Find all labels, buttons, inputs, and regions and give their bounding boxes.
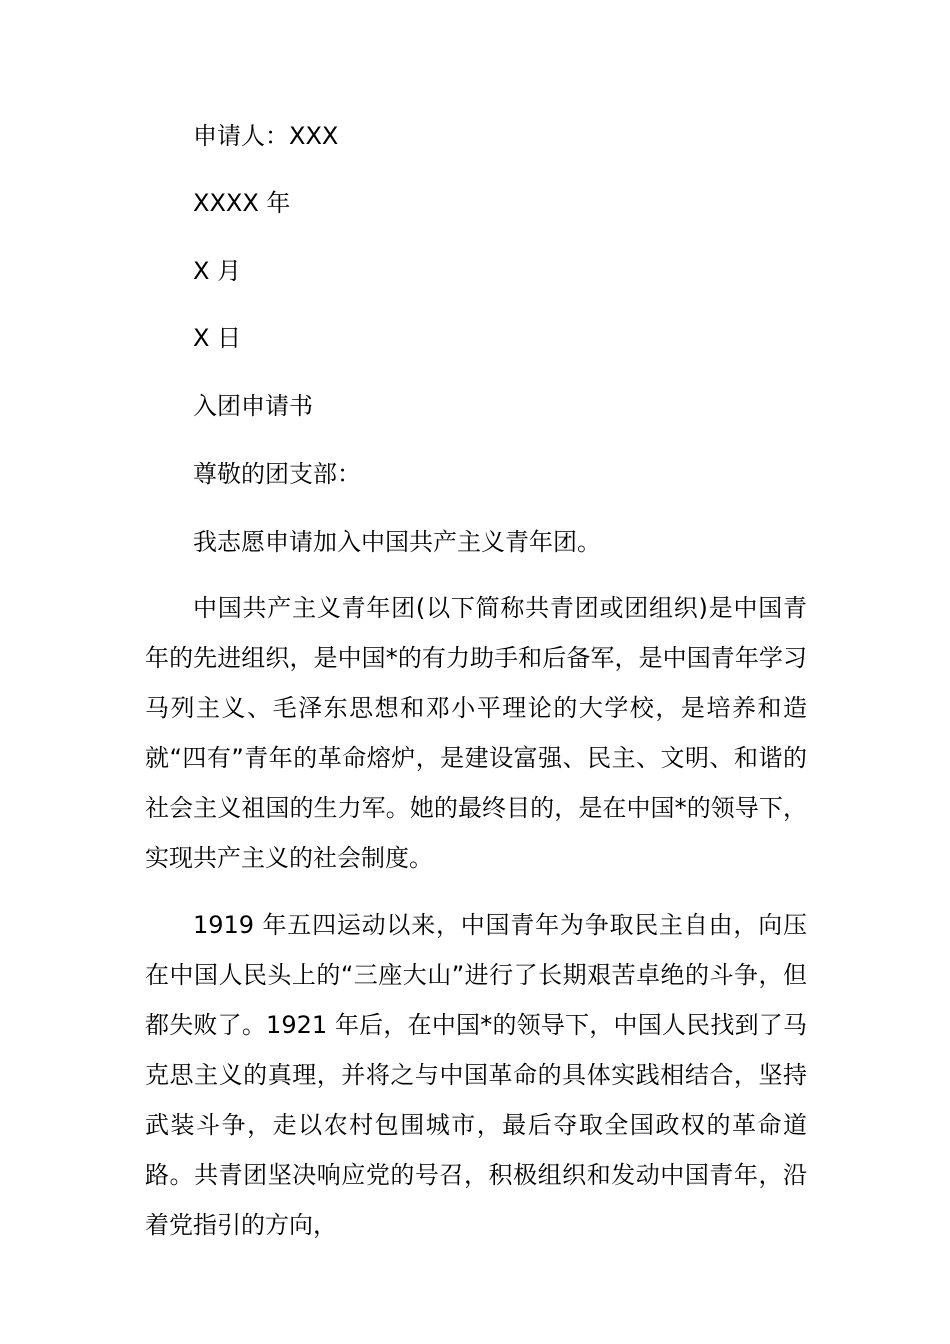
date-year-line: XXXX 年: [193, 189, 291, 217]
document-title: 入团申请书: [193, 392, 313, 420]
date-day-line: X 日: [193, 324, 242, 352]
date-month-line: X 月: [193, 257, 242, 285]
body-paragraph-1: 中国共产主义青年团(以下简称共青团或团组织)是中国青年的先进组织，是中国*的有力助手和后备军，是中国青年学习马列主义、毛泽东思想和邓小平理论的大学校，是培养和造就“四有”青年的革命熔炉，是建设富强、民主、文明、和谐的社会主义祖国的生力军。她的最终目的，是在中国*的领导下，实现共产主义的社会制度。: [145, 594, 807, 872]
intro-sentence: 我志愿申请加入中国共产主义青年团。: [193, 528, 601, 556]
body-paragraph-2: 1919 年五四运动以来，中国青年为争取民主自由，向压在中国人民头上的“三座大山”进行了长期艰苦卓绝的斗争，但都失败了。1921 年后，在中国*的领导下，中国人民找到了马克思主义的真理，并将之与中国革命的具体实践相结合，坚持武装斗争，走以农村包围城市，最后夺取全国政权的革命道路。共青团坚决响应党的号召，积极组织和发动中国青年，沿着党指引的方向，: [145, 911, 807, 1239]
salutation: 尊敬的团支部：: [193, 460, 361, 488]
applicant-line: 申请人：XXX: [193, 122, 339, 150]
